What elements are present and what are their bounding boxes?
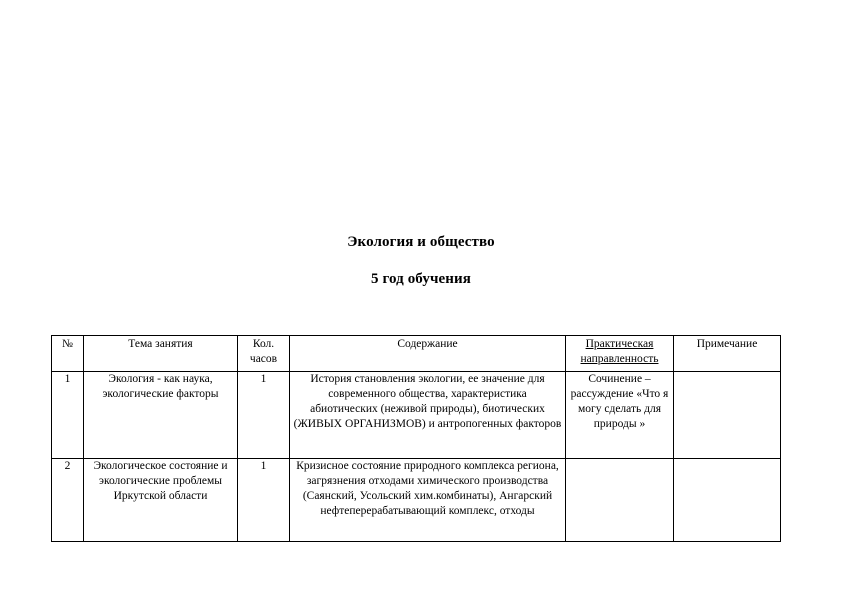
header-practical: Практическая направленность	[566, 336, 674, 372]
lesson-plan-table	[51, 335, 781, 542]
cell-practical	[566, 459, 674, 542]
cell-note	[674, 459, 781, 542]
header-num: №	[52, 336, 84, 372]
document-subtitle: 5 год обучения	[371, 271, 471, 287]
header-note: Примечание	[674, 336, 781, 372]
table-row	[52, 372, 781, 459]
cell-topic: Экология - как наука, экологические факторы	[84, 372, 238, 459]
header-hours: Кол. часов	[238, 336, 290, 372]
document-title: Экология и общество	[347, 234, 495, 250]
cell-topic: Экологическое состояние и экологические проблемы Иркутской области	[84, 459, 238, 542]
cell-hours: 1	[238, 459, 290, 542]
cell-note	[674, 372, 781, 459]
cell-content: История становления экологии, ее значение для современного общества, характеристика абиотических (неживой природы), биотических (ЖИВЫХ ОРГАНИЗМОВ) и антропогенных факторов	[290, 372, 566, 459]
cell-hours: 1	[238, 372, 290, 459]
header-content: Содержание	[290, 336, 566, 372]
header-topic: Тема занятия	[84, 336, 238, 372]
cell-practical: Сочинение – рассуждение «Что я могу сделать для природы »	[566, 372, 674, 459]
table-header-row	[52, 336, 781, 372]
table-row	[52, 459, 781, 542]
cell-num: 2	[52, 459, 84, 542]
cell-num: 1	[52, 372, 84, 459]
cell-content-text: Кризисное состояние природного комплекса региона, загрязнения отходами химического производства (Саянский, Усольский хим.комбинаты), Ангарский нефтеперерабатывающий комплекс, отходы	[296, 460, 559, 517]
cell-content	[290, 459, 566, 542]
